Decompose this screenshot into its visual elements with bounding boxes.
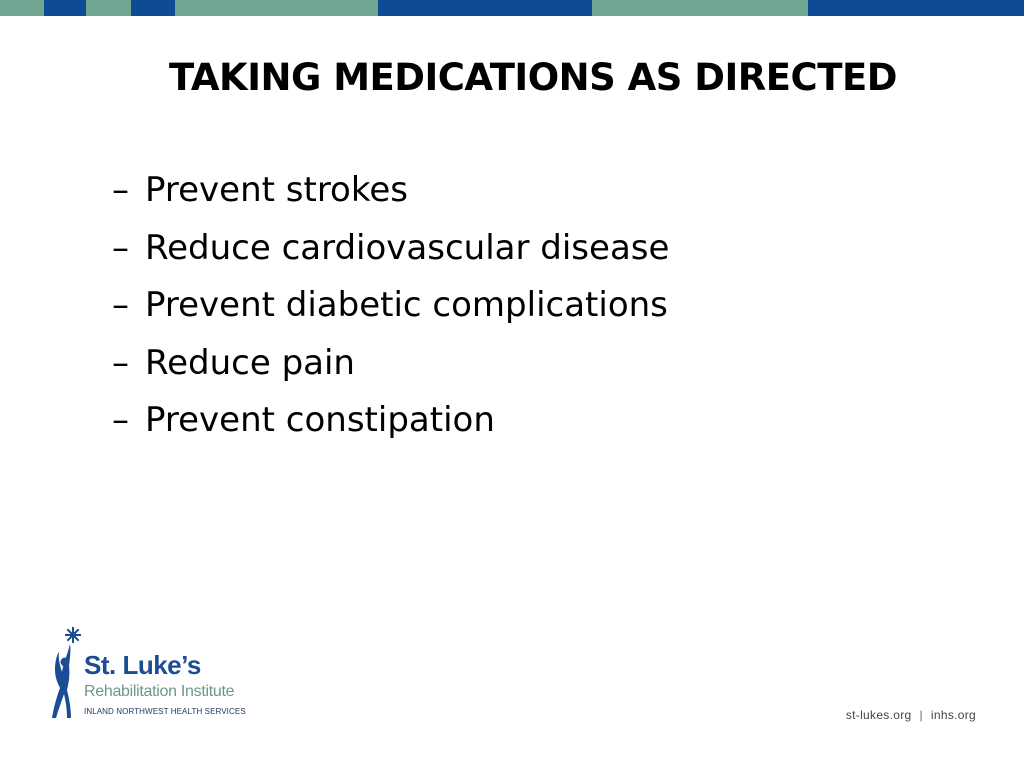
bullet-list bbox=[112, 170, 669, 458]
top-bar-segment bbox=[86, 0, 131, 16]
top-color-bar bbox=[0, 0, 1024, 16]
bullet-text: Prevent constipation bbox=[145, 400, 495, 440]
bullet-text: Prevent strokes bbox=[145, 170, 408, 210]
footer-links bbox=[846, 708, 976, 722]
top-bar-segment bbox=[175, 0, 378, 16]
bullet-text: Prevent diabetic complications bbox=[145, 285, 668, 325]
logo-name: St. Luke’s bbox=[84, 650, 201, 680]
bullet-item bbox=[112, 228, 669, 286]
reaching-figure-star-icon bbox=[46, 626, 84, 722]
bullet-dash: – bbox=[112, 285, 129, 325]
bullet-text: Reduce cardiovascular disease bbox=[145, 227, 670, 268]
top-bar-segment bbox=[378, 0, 592, 16]
bullet-dash: – bbox=[112, 170, 129, 210]
bullet-item bbox=[112, 400, 669, 458]
top-bar-segment bbox=[0, 0, 44, 16]
slide-title: TAKING MEDICATIONS AS DIRECTED bbox=[169, 56, 897, 99]
bullet-text: Reduce pain bbox=[145, 342, 355, 383]
footer-separator: | bbox=[919, 708, 923, 722]
top-bar-segment bbox=[592, 0, 808, 16]
footer-link-inhs[interactable]: inhs.org bbox=[930, 708, 976, 722]
logo-organization: INLAND NORTHWEST HEALTH SERVICES bbox=[84, 707, 246, 716]
bullet-item bbox=[112, 170, 669, 228]
top-bar-segment bbox=[44, 0, 86, 16]
logo-subtitle: Rehabilitation Institute bbox=[84, 683, 235, 700]
bullet-item bbox=[112, 343, 669, 401]
bullet-item bbox=[112, 285, 669, 343]
st-lukes-logo bbox=[46, 626, 286, 726]
bullet-dash: – bbox=[112, 400, 129, 440]
top-bar-segment bbox=[808, 0, 1024, 16]
top-bar-segment bbox=[131, 0, 175, 16]
bullet-dash: – bbox=[112, 227, 129, 268]
footer-link-st-lukes[interactable]: st-lukes.org bbox=[845, 708, 912, 722]
bullet-dash: – bbox=[112, 342, 129, 383]
